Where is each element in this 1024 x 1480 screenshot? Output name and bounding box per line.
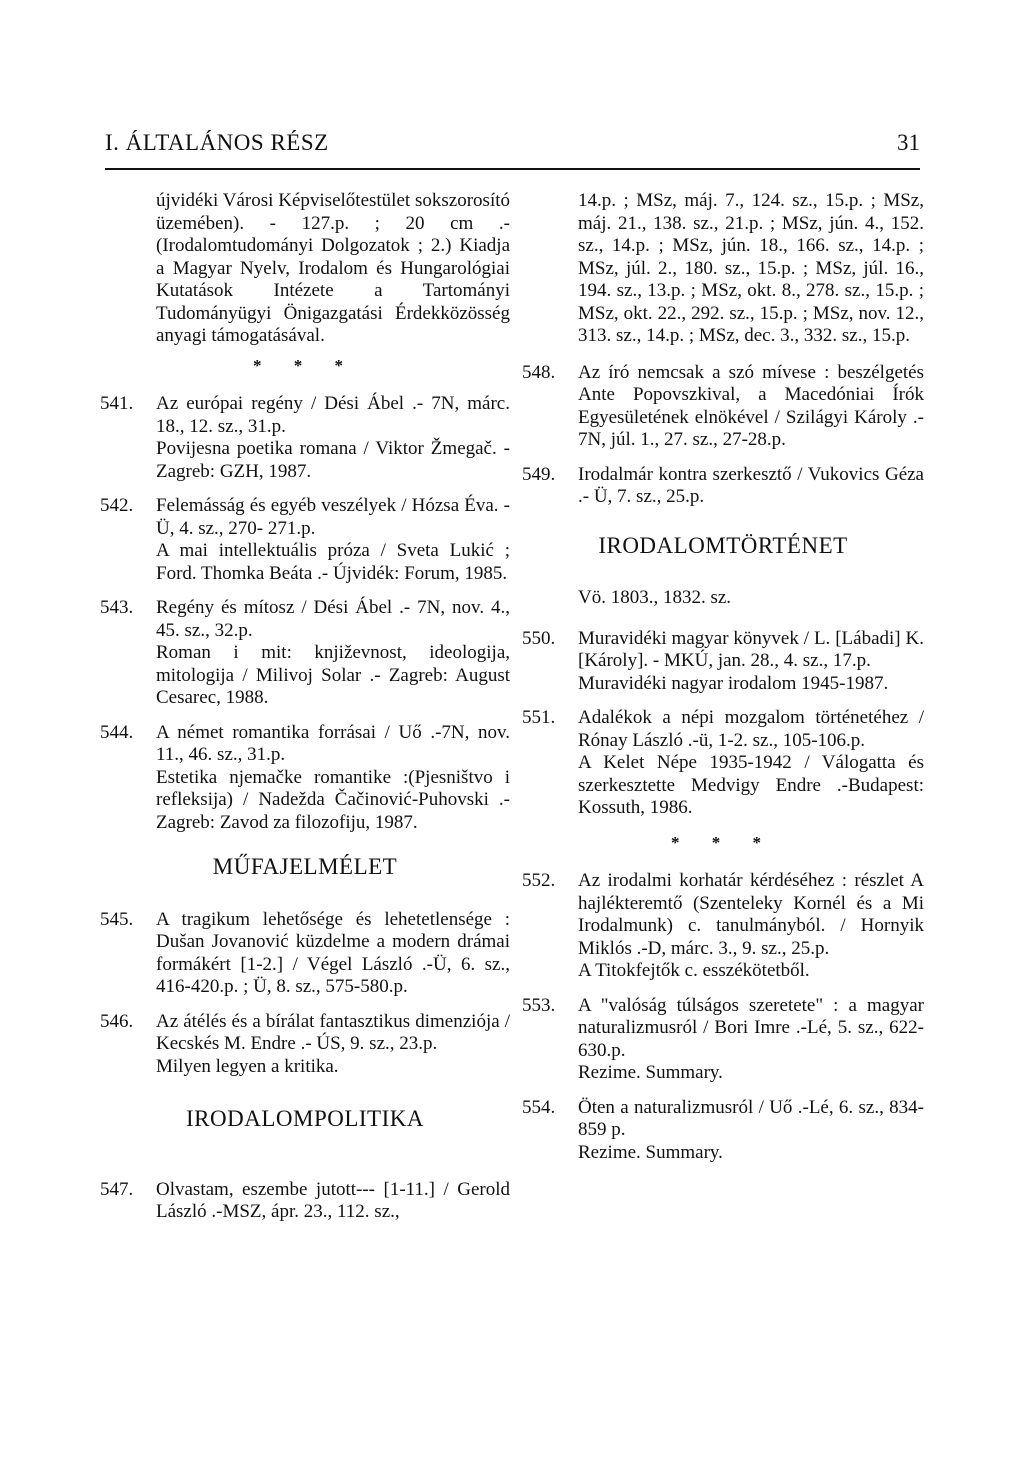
entry-text: A német romantika forrásai / Uő .-7N, nov. 11., 46. sz., 31.p. — [156, 721, 510, 765]
entry-text: Roman i mit: književnost, ideologija, mitologija / Milivoj Solar .- Zagreb: August Cesarec, 1988. — [156, 642, 510, 708]
entry-body — [578, 1097, 924, 1165]
bibliography-entry — [100, 1179, 510, 1224]
entry-number: 542. — [100, 495, 134, 516]
entry-text: Olvastam, eszembe jutott--- [1-11.] / Gerold László .-MSZ, ápr. 23., 112. sz., — [156, 1178, 510, 1222]
entry-text: Az európai regény / Dési Ábel .- 7N, márc. 18., 12. sz., 31.p. — [156, 393, 510, 437]
section-heading-mufajelmelet: MŰFAJELMÉLET — [212, 854, 398, 879]
entry-continuation: 14.p. ; MSz, máj. 7., 124. sz., 15.p. ; MSz, máj. 21., 138. sz., 21.p. ; MSz, jún. 4., 152. sz., 14.p. ; MSz, jún. 18., 166. sz., 14.p. ; MSz, júl. 2., 180. sz., 15.p. ; MSz, júl. 16., 194. sz., 13.p. ; MSz, okt. 8., 278. sz., 15.p. ; MSz, okt. 22., 292. sz., 15.p. ; MSz, nov. 12., 313. sz., 14.p. ; MSz, dec. 3., 332. sz., 15.p. — [578, 190, 924, 346]
entry-text: A Titokfejtők c. esszékötetből. — [578, 960, 810, 981]
entries-list — [522, 628, 924, 820]
right-column — [522, 190, 924, 1176]
entry-number: 550. — [522, 627, 556, 649]
entry-number: 543. — [100, 597, 134, 618]
entry-number: 551. — [522, 707, 556, 728]
entries-list — [522, 362, 924, 509]
section-heading-irodalomtortenet: IRODALOMTÖRTÉNET — [598, 532, 848, 558]
entries-list — [100, 1179, 510, 1224]
entry-text: Muravidéki nagyar irodalom 1945-1987. — [578, 672, 889, 694]
entry-body — [578, 628, 924, 696]
entry-text: Rezime. Summary. — [578, 1141, 723, 1163]
entry-number: 541. — [100, 393, 134, 414]
entry-text: Az író nemcsak a szó mívese : beszélgetés Ante Popovszkival, a Macedóniai Írók Egyesületének elnökével / Szilágyi Károly .- 7N, júl. 1., 27. sz., 27-28.p. — [578, 361, 924, 450]
entry-number: 546. — [100, 1010, 134, 1032]
entry-text: Adalékok a népi mozgalom történetéhez / Rónay László .-ü, 1-2. sz., 105-106.p. — [578, 707, 924, 751]
section-divider-stars: * * * — [253, 355, 357, 375]
entry-body — [156, 722, 510, 835]
bibliography-entry — [522, 628, 924, 696]
entry-body — [578, 707, 924, 820]
entry-body — [578, 870, 924, 983]
left-column — [100, 190, 510, 1236]
entry-body — [578, 464, 924, 509]
entry-text: Estetika njemačke romantike :(Pjesništvo i refleksija) / Nadežda Čačinović-Puhovski .-Zagreb: Zavod za filozofiju, 1987. — [156, 766, 510, 833]
entry-text: Povijesna poetika romana / Viktor Žmegač. - Zagreb: GZH, 1987. — [156, 438, 510, 482]
bibliography-entry — [522, 464, 924, 509]
intro-continuation: újvidéki Városi Képviselőtestület sokszorosító üzemében). - 127.p. ; 20 cm .-(Irodalomtudományi Dolgozatok ; 2.) Kiadja a Magyar Nyelv, Irodalom és Hungarológiai Kutatások Intézete a Tartományi Tudományügyi Önigazgatási Érdekközösség anyagi támogatásával. — [156, 190, 510, 346]
entry-body — [156, 1011, 510, 1079]
page-header — [105, 130, 920, 160]
entry-number: 554. — [522, 1096, 556, 1118]
entry-text: Az irodalmi korhatár kérdéséhez : részlet A hajlékteremtő (Szenteleky Kornél és a Mi Irodalmunk) c. tanulmányból. / Hornyik Miklós .-D, márc. 3., 9. sz., 25.p. — [578, 870, 924, 959]
cross-reference: Vö. 1803., 1832. sz. — [578, 587, 732, 608]
entry-text: Rezime. Summary. — [578, 1062, 723, 1083]
entry-text: Irodalmár kontra szerkesztő / Vukovics Géza .- Ü, 7. sz., 25.p. — [578, 463, 924, 507]
entry-number: 549. — [522, 463, 556, 485]
entry-number: 547. — [100, 1178, 134, 1200]
entry-body — [156, 393, 510, 483]
header-rule — [105, 168, 920, 170]
running-head: I. ÁLTALÁNOS RÉSZ — [105, 130, 329, 155]
entry-text: Öten a naturalizmusról / Uő .-Lé, 6. sz., 834-859 p. — [578, 1096, 924, 1140]
bibliography-entry — [100, 495, 510, 585]
entry-body — [578, 995, 924, 1085]
entry-text: A tragikum lehetősége és lehetetlensége : Dušan Jovanović küzdelme a modern drámai formákért [1-2.] / Végel László .-Ü, 6. sz., 416-420.p. ; Ü, 8. sz., 575-580.p. — [156, 908, 510, 997]
entry-body — [156, 495, 510, 585]
bibliography-entry — [100, 597, 510, 710]
bibliography-entry — [100, 1011, 510, 1079]
entry-text: Milyen legyen a kritika. — [156, 1055, 339, 1077]
entry-body — [156, 909, 510, 999]
entry-text: Felemásság és egyéb veszélyek / Hózsa Éva. - Ü, 4. sz., 270- 271.p. — [156, 495, 510, 539]
entry-number: 544. — [100, 721, 134, 743]
section-heading-irodalompolitika: IRODALOMPOLITIKA — [186, 1106, 424, 1131]
entries-list — [522, 870, 924, 1164]
bibliography-entry — [100, 722, 510, 835]
entries-list — [100, 909, 510, 1079]
bibliography-entry — [522, 362, 924, 452]
entry-number: 545. — [100, 908, 134, 930]
entry-number: 548. — [522, 361, 556, 383]
entry-text: Az átélés és a bírálat fantasztikus dimenziója / Kecskés M. Endre .- ÚS, 9. sz., 23.p. — [156, 1010, 510, 1054]
entry-body — [156, 597, 510, 710]
entry-number: 552. — [522, 870, 556, 891]
bibliography-entry — [522, 1097, 924, 1165]
entry-text: A Kelet Népe 1935-1942 / Válogatta és szerkesztette Medvigy Endre .-Budapest: Kossuth, 1986. — [578, 752, 924, 818]
bibliography-entry — [522, 870, 924, 983]
section-divider-stars: * * * — [671, 832, 775, 852]
entries-list — [100, 393, 510, 834]
entry-text: A "valóság túlságos szeretete" : a magyar naturalizmusról / Bori Imre .-Lé, 5. sz., 622-630.p. — [578, 994, 924, 1061]
entry-text: Regény és mítosz / Dési Ábel .- 7N, nov. 4., 45. sz., 32.p. — [156, 597, 510, 641]
bibliography-entry — [100, 909, 510, 999]
entry-body — [156, 1179, 510, 1224]
entry-text: Muravidéki magyar könyvek / L. [Lábadi] K. [Károly]. - MKÚ, jan. 28., 4. sz., 17.p. — [578, 627, 924, 671]
entry-text: A mai intellektuális próza / Sveta Lukić ; Ford. Thomka Beáta .- Újvidék: Forum, 1985. — [156, 540, 510, 584]
bibliography-entry — [100, 393, 510, 483]
page-number: 31 — [897, 130, 920, 155]
bibliography-entry — [522, 707, 924, 820]
entry-body — [578, 362, 924, 452]
bibliography-entry — [522, 995, 924, 1085]
entry-number: 553. — [522, 994, 556, 1016]
